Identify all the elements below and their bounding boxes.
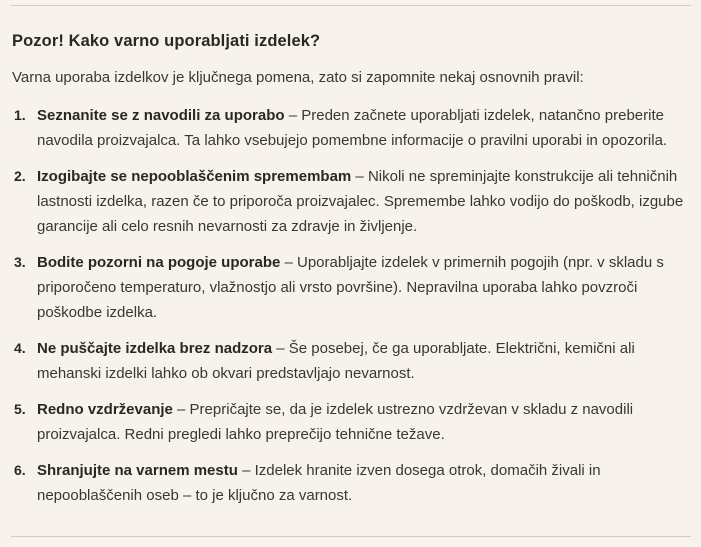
bottom-divider	[11, 536, 691, 537]
list-item-text	[37, 250, 695, 325]
list-item-title: Izogibajte se nepooblaščenim spremembam	[37, 168, 352, 185]
list-item-title: Shranjujte na varnem mestu	[37, 462, 238, 479]
list-item-number: 1.	[14, 107, 26, 123]
list-item-title: Bodite pozorni na pogoje uporabe	[37, 254, 281, 271]
list-item	[11, 458, 695, 508]
safety-rules-list	[11, 103, 695, 508]
list-item-number: 5.	[14, 401, 26, 417]
list-item	[11, 164, 695, 239]
list-item-number: 6.	[14, 462, 26, 478]
list-item-number: 2.	[14, 168, 26, 184]
list-item	[11, 336, 695, 386]
list-item-body: – Prepričajte se, da je izdelek ustrezno vzdrževan v skladu z navodili proizvajalca. Redni pregledi lahko preprečijo tehnične težave.	[37, 401, 634, 443]
list-item-text	[37, 336, 695, 386]
list-item-body: – Preden začnete uporabljati izdelek, natančno preberite navodila proizvajalca. Ta lahko vsebujejo pomembne informacije o pravilni uporabi in opozorila.	[37, 107, 668, 149]
list-item-number: 4.	[14, 340, 26, 356]
intro-paragraph: Varna uporaba izdelkov je ključnega pomena, zato si zapomnite nekaj osnovnih pravil:	[12, 69, 584, 86]
list-item-body: – Še posebej, če ga uporabljate. Električni, kemični ali mehanski izdelki lahko ob okvari predstavljajo nevarnost.	[37, 340, 635, 382]
list-item-text	[37, 103, 695, 153]
list-item-body: – Nikoli ne spreminjajte konstrukcije ali tehničnih lastnosti izdelka, razen če to priporoča proizvajalec. Spremembe lahko vodijo do poškodb, izgube garancije ali celo resnih nevarnosti za zdravje in življenje.	[37, 168, 684, 235]
document-content	[11, 6, 695, 519]
list-item-text	[37, 458, 695, 508]
list-item	[11, 397, 695, 447]
list-item-body: – Izdelek hranite izven dosega otrok, domačih živali in nepooblaščenih oseb – to je ključno za varnost.	[37, 462, 601, 504]
list-item	[11, 250, 695, 325]
list-item-text	[37, 164, 695, 239]
list-item-title: Seznanite se z navodili za uporabo	[37, 107, 285, 124]
list-item-number: 3.	[14, 254, 26, 270]
page-title: Pozor! Kako varno uporabljati izdelek?	[12, 32, 321, 50]
list-item	[11, 103, 695, 153]
list-item-title: Ne puščajte izdelka brez nadzora	[37, 340, 273, 357]
list-item-title: Redno vzdrževanje	[37, 401, 173, 418]
list-item-body: – Uporabljajte izdelek v primernih pogojih (npr. v skladu s priporočeno temperaturo, vlažnostjo ali vrsto površine). Nepravilna uporaba lahko povzroči poškodbe izdelka.	[37, 254, 664, 321]
list-item-text	[37, 397, 695, 447]
